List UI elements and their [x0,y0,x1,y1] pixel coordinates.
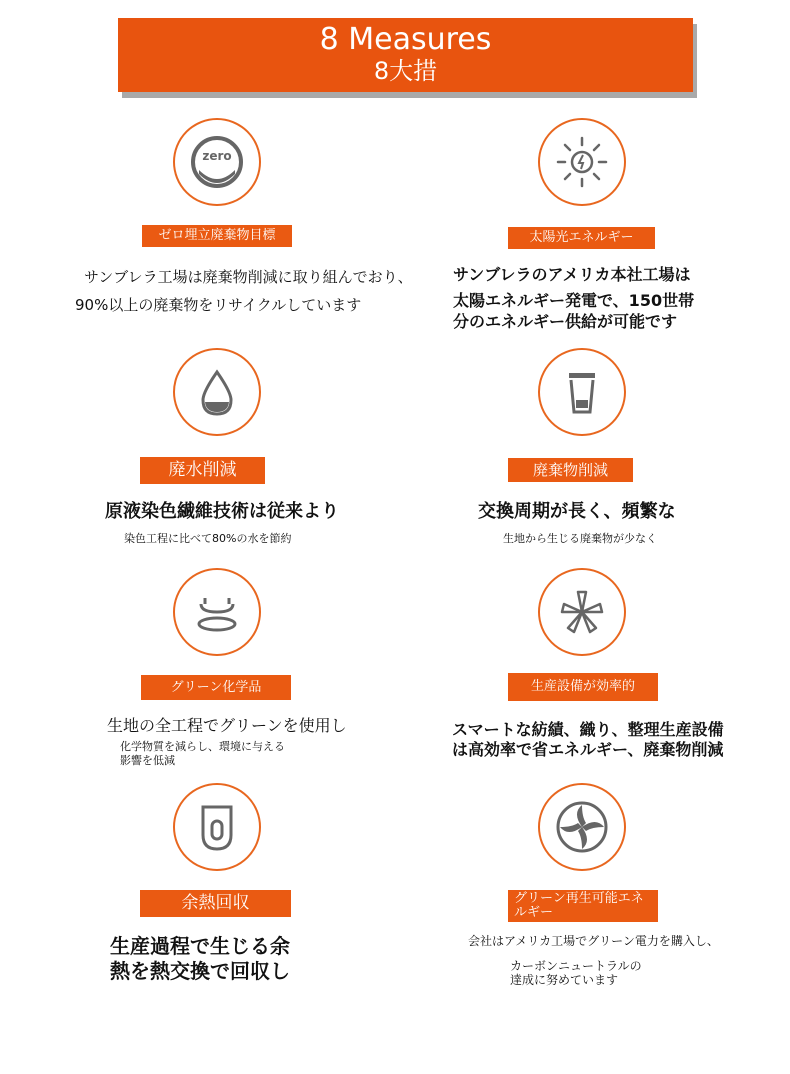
fan-icon [538,568,626,656]
turbine-icon [538,783,626,871]
measure-card-efficient-equipment [395,565,790,780]
measure-note-line: カーボンニュートラルの [510,959,642,973]
chemical-dish-icon [173,568,261,656]
measure-label: 生産設備が効率的 [508,673,658,701]
banner-title-en: 8 Measures [319,22,492,57]
measure-note-line: 達成に努めています [510,973,619,987]
measure-note-line: 染色工程に比べて80%の水を節約 [124,532,292,545]
measure-desc-line: 90%以上の廃棄物をリサイクルしています [75,296,362,314]
header-banner [118,18,693,92]
banner-title-ja: 8大措 [373,57,438,85]
sun-icon [538,118,626,206]
measure-desc-line: 熱を熱交換で回収し [110,959,290,983]
heat-recovery-icon [173,783,261,871]
measure-label: ゼロ埋立廃棄物目標 [142,225,292,247]
measure-desc-line: 生産過程で生じる余 [110,934,290,958]
waste-bin-icon [538,348,626,436]
measure-label: 廃棄物削減 [508,458,633,482]
measure-desc-line: サンブレラのアメリカ本社工場は [453,265,691,284]
measure-desc-line: 太陽エネルギー発電で、150世帯 [453,291,695,310]
measure-note-line: 生地から生じる廃棄物が少なく [503,532,657,545]
measure-desc-line: 分のエネルギー供給が可能です [453,312,678,331]
measure-desc-line: スマートな紡績、織り、整理生産設備 [452,720,724,739]
measure-label: 余熱回収 [140,890,291,917]
measure-desc-line: 交換周期が長く、頻繁な [478,501,676,522]
measure-card-green-chemicals [0,565,395,780]
measure-card-solar [395,115,790,330]
measure-label: 廃水削減 [140,457,265,484]
measure-card-waste-water [0,345,395,560]
measure-label: 太陽光エネルギー [508,227,655,249]
measure-card-heat-recovery [0,780,395,995]
measure-desc-line: 生地の全工程でグリーンを使用し [107,716,347,735]
measure-desc-line: サンブレラ工場は廃棄物削減に取り組んでおり、 [84,268,413,286]
measure-card-waste-reduction [395,345,790,560]
banner-face [118,18,693,92]
measure-note-line: 化学物質を減らし、環境に与える [120,740,285,753]
measure-note-line: 影響を低減 [120,754,175,767]
measure-label: グリーン再生可能エネルギー [508,890,658,922]
measure-label: グリーン化学品 [141,675,291,700]
svg-text:zero: zero [202,149,232,163]
water-drop-icon [173,348,261,436]
measure-desc-line: 原液染色繊維技術は従来より [105,501,339,522]
measure-card-renewable-energy [395,780,790,995]
zero-waste-icon [173,118,261,206]
measure-card-zero-waste [0,115,413,330]
measure-note-line: 会社はアメリカ工場でグリーン電力を購入し、 [468,934,719,948]
measure-desc-line: は高効率で省エネルギー、廃棄物削減 [452,740,724,759]
